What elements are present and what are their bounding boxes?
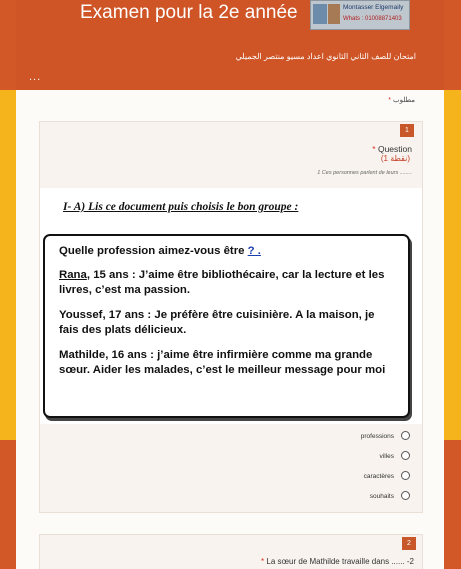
question-card-1 — [39, 121, 423, 513]
banner-photo-2 — [328, 4, 340, 24]
question-label — [372, 144, 412, 154]
required-label: مطلوب — [392, 97, 415, 104]
question-description: 1 Ces personnes parlent de leurs ........ — [317, 170, 412, 176]
question-number-badge: 2 — [402, 537, 416, 550]
option-souhaits[interactable] — [270, 491, 410, 511]
image-paragraph-youssef: Youssef, 17 ans : Je préfère être cuisinière. A la maison, je fais des plats délicieux. — [59, 309, 375, 336]
radio-button[interactable] — [401, 491, 410, 500]
question-label — [261, 557, 414, 566]
option-label: souhaits — [369, 493, 394, 500]
required-star: * — [372, 144, 376, 154]
form-subtitle: امتحان للصف الثاني الثانوي اعداد مسيو منتصر الجميلي — [235, 52, 416, 61]
banner-photo — [313, 4, 327, 24]
banner-name: Montasser Elgemaily — [343, 4, 404, 11]
banner-phone: Whats : 01008871403 — [343, 16, 402, 22]
required-star: * — [261, 557, 265, 566]
option-label: professions — [360, 433, 394, 440]
form-title: Examen pour la 2e année — [80, 2, 298, 23]
radio-button[interactable] — [401, 451, 410, 460]
image-paragraph-mathilde: Mathilde, 16 ans : j’aime être infirmière comme ma grande sœur. Aider les malades, c’est le meilleur message pour moi — [59, 349, 386, 376]
question-title: Question — [377, 144, 412, 154]
question-image — [40, 188, 422, 424]
header-banner-image — [310, 0, 410, 30]
image-paragraph-rana: Rana, 15 ans : J’aime être bibliothécaire, car la lecture et les livres, c’est ma passion. — [59, 269, 385, 296]
required-note — [388, 96, 415, 104]
image-question-line: Quelle profession aimez-vous être ? . — [59, 245, 261, 257]
required-star: * — [388, 97, 392, 104]
radio-button[interactable] — [401, 471, 410, 480]
option-label: villes — [379, 453, 394, 460]
option-villes[interactable] — [270, 451, 410, 471]
radio-button[interactable] — [401, 431, 410, 440]
question-title: La sœur de Mathilde travaille dans ...... -2 — [266, 557, 414, 566]
question-number-badge: 1 — [400, 124, 414, 137]
more-options-icon[interactable]: ... — [29, 71, 42, 83]
image-text-box — [43, 234, 410, 418]
option-label: caractères — [363, 473, 394, 480]
answer-options — [270, 431, 410, 511]
option-caracteres[interactable] — [270, 471, 410, 491]
image-heading: I- A) Lis ce document puis choisis le bon groupe : — [63, 201, 299, 213]
question-card-2 — [39, 534, 423, 569]
form-header — [16, 0, 444, 90]
option-professions[interactable] — [270, 431, 410, 451]
question-points: (1 نقطة) — [380, 154, 410, 163]
form-card — [16, 0, 444, 569]
